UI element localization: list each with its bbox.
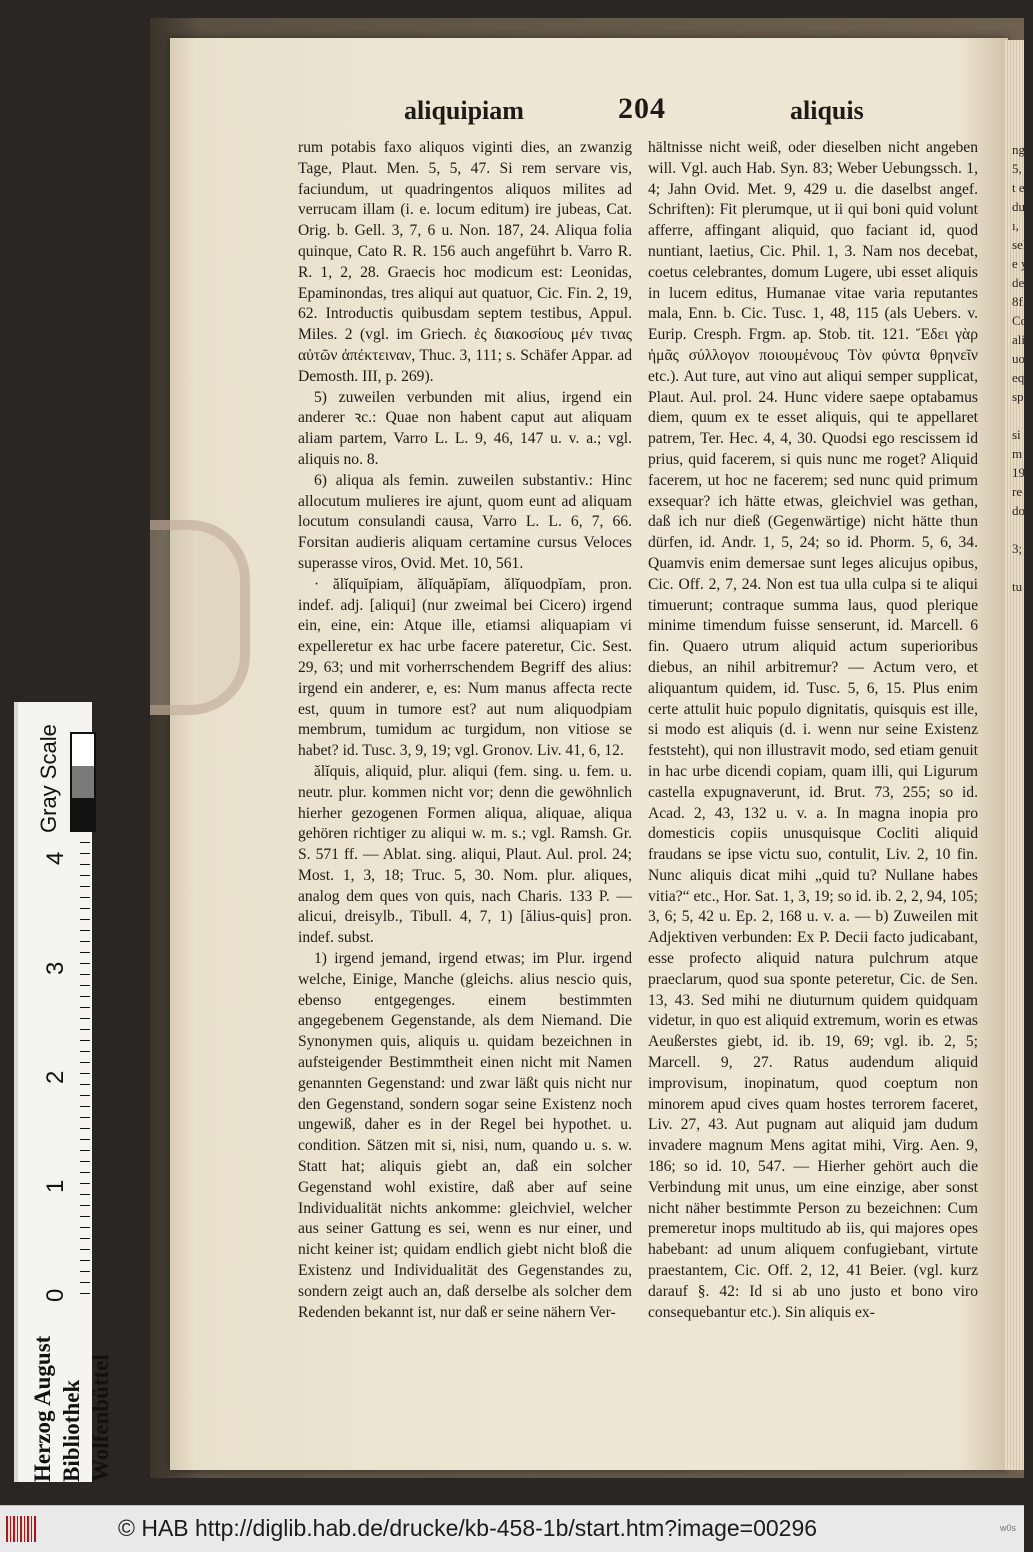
footer-corner-mark: w0s [999, 1523, 1016, 1533]
right-paragraph: hältnisse nicht weiß, oder dieselben nicht angeben will. Vgl. auch Hab. Syn. 83; Weber Uebungssch. 1, 4; Jahn Ovid. Met. 9, 429 u. die daselbst angef. Schriften): Fit plerumque, ut ii qui boni quid volunt afferre, affingant aliquid, quo faciant id, quod nuntiant, laetius, Cic. Phil. 1, 3. Nam nos decebat, coetus celebrantes, domum Lugere, ubi esset aliquis in lucem editus, Humanae vitae varia reputantes mala, Enn. b. Cic. Tusc. 1, 48, 115 (als Uebers. v. Eurip. Cresph. Frgm. ap. Stob. tit. 121. Ἔδει γὰρ ἡμᾶς σύλλογον ποιουμένους Τὸν φύντα θρηνεῖν etc.). Aut ture, aut vino aut aliqui semper supplicat, Plaut. Aul. prol. 24. Hunc videre saepe optabamus diem, quum ex te esset aliquis, qui te appellaret patrem, Ter. Hec. 4, 4, 30. Quodsi ego rescissem id prius, quid facerem, si quis nunc me roget? Aliquid facerem, ut hoc ne facerem; sed nunc quid primum exsequar? ich hätte etwas, gleichviel was gethan, daß ich nur dieß (Gegenwärtige) nicht hätte thun dürfen, id. Andr. 1, 5, 24; so id. Phorm. 5, 6, 34. Quamvis enim demersae sunt leges alicujus opibus, Cic. Off. 2, 7, 24. Non est tua ulla culpa si te aliqui timuerunt; contraque summa laus, quod plerique minime timendum fuisse senserunt, id. Marcell. 6 fin. Quaero utrum aliquid actum superioribus diebus, an nihil arbitremur? — Actum vero, et aliquantum quidem, id. Tusc. 5, 6, 15. Plus enim certe attulit huic populo dignitatis, quisquis est ille, si modo est aliquis (d. i. wenn nur seine Existenz feststeht), qui non illustravit modo, sed etiam genuit in hac urbe dicendi copiam, quam illi, qui Ligurum castella expugnaverunt, id. Brut. 73, 255; so id. Acad. 2, 43, 132 u. v. a. In magna inopia pro domesticis copiis unusquisque Cocliti aliquid fraudans se ipse victu suo, contulit, Liv. 2, 10 fin. Nunc aliquis dicat mihi „quid tu? Nullane habes vitia?“ etc., Hor. Sat. 1, 3, 19; so id. ib. 2, 2, 94, 105; 3, 6; 5, 42 u. Ep. 2, 168 u. v. a. — b) Zuweilen mit Adjektiven verbunden: Ex P. Decii facto judicabant, esse profecto aliquid natura pulchrum atque praeclarum, quod sua sponte peteretur, Cic. de Sen. 13, 43. Sed mihi ne diuturnum quidem quidquam videtur, in quo est aliquid extremum, worin es etwas Aeußerstes giebt, id. ib. 19, 69; vgl. ib. 2, 5; Marcell. 9, 27. Ratus audendum aliquid improvisum, inopinatum, quod coeptum non minorem apud cives quam hostes terrorem faceret, Liv. 27, 43. Aut pugnam aut aliquid jam dudum invadere magnum Mens agitat mihi, Virg. Aen. 9, 186; so id. 10, 547. — Hierher gehört auch die Verbindung mit unus, um eine einzige, aber sonst nicht näher bestimmte Person zu bezeichnen: Cum premeretur inops multitudo ab iis, qui majores opes habebant: ad unum aliquem confugiebant, virtute praestantem, Cic. Off. 2, 12, 41 Beier. (vgl. kurz darauf §. 42: Id si ab uno justo et bono viro consequebantur etc.). Sin aliquis ex- [648, 139, 978, 1321]
hab-logo-icon [6, 1516, 36, 1542]
entry-aliquis: ălĭquis, aliquid, plur. aliqui (fem. sing. u. fem. u. neutr. plur. kommen nicht vor; denn die gewöhnlich hierher gezogenen Formen aliqua, aliquae, aliqua gehören richtiger zu aliqui w. m. s.; vgl. Ramsh. Gr. S. 571 ff. — Ablat. sing. aliqui, Plaut. Aul. prol. 24; Most. 1, 3, 18; Truc. 5, 30. Nom. plur. aliques, analog dem ques von quis, nach Charis. 133 P. — alicui, dreisylb., Tibull. 4, 7, 1) [ălius-quis] pron. indef. subst. [298, 762, 632, 947]
institution-line: Wolfenbüttel [88, 1354, 113, 1482]
running-head [170, 92, 1008, 132]
left-paragraph: 5) zuweilen verbunden mit alius, irgend ein anderer ꝛc.: Quae non habent caput aut aliquam aliam partem, Varro L. L. 9, 46, 147 u. v. a.; vgl. aliquis no. 8. [298, 388, 632, 468]
ruler-number: 2 [42, 1070, 69, 1084]
ruler-number: 4 [42, 852, 69, 866]
gray-scale-card [14, 702, 113, 1482]
institution-name [28, 1307, 113, 1482]
left-paragraph: rum potabis faxo aliquos viginti dies, an zwanzig Tage, Plaut. Men. 5, 5, 47. Si rem servare vis, faciundum, ut quadringentos aliquos milites ad verrucam illam (i. e. locum editum) ire jubeas, Cat. Orig. b. Gell. 3, 7, 6 u. Non. 187, 24. Aliqua folia quinque, Cato R. R. 156 auch angeführt b. Varro R. R. 1, 2, 28. Graecis hoc modicum est: Leonidas, Epaminondas, tres aliqui aut quatuor, Cic. Fin. 2, 19, 62. Introductis quibusdam septem testibus, Appul. Miles. 2 (vgl. im Griech. ἐς διακοσίους μέν τινας αὐτῶν ἀπέκτειναν, Thuc. 3, 111; s. Schäfer Appar. ad Demosth. III, p. 269). [298, 139, 632, 385]
ruler-number: 0 [42, 1288, 69, 1302]
left-paragraph: 6) aliqua als femin. zuweilen substantiv.: Hinc allocutum mulieres ire ajunt, quom eunt ad aliquam locutum consulandi causa, Varro L. L. 6, 7, 66. Forsitan audieris aliquam certamine cursus Veloces superasse viros, Ovid. Met. 10, 561. [298, 471, 632, 572]
running-head-left-word: aliquipiam [404, 96, 524, 125]
entry-aliquipiam: · ălĭquĭpiam, ălĭquăpĭam, ălĭquodpĭam, pron. indef. adj. [aliqui] (nur zweimal bei Cicero) irgend ein, eine, ein: Atque ille, etiamsi aliquapiam vi expelleretur ex hac urbe facere pateretur, Cic. Sest. 29, 63; und mit vorherrschendem Begriff des alius: irgend ein anderer, e, es: Num manus affecta recte est, quum in tumore est? aut num aliquodpiam membrum, tumidum ac turgidum, non vitiose se habet? id. Tusc. 3, 9, 19; vgl. Gronov. Liv. 41, 6, 12. [298, 575, 632, 760]
next-page-edge-text: ng. 5, t e du ı, sel e y de 8f. Coe alig uo equ sp si m 19 re do 3; tu [1012, 142, 1033, 594]
white-swatch [72, 734, 94, 766]
institution-line: Herzog August Bibliothek [30, 1335, 84, 1482]
page-number: 204 [618, 92, 666, 125]
ruler-numbers [42, 852, 82, 1302]
gray-scale-label: Gray Scale [36, 724, 61, 834]
gray-swatches [70, 732, 96, 832]
footer-url[interactable]: © HAB http://diglib.hab.de/drucke/kb-458-1b/start.htm?image=00296 [118, 1515, 818, 1541]
ruler-ticks [80, 842, 90, 1302]
right-column [648, 138, 978, 1323]
page-clip [150, 520, 250, 715]
ruler-number: 1 [42, 1179, 69, 1193]
gray-scale-strip [22, 702, 88, 1302]
left-paragraph: 1) irgend jemand, irgend etwas; im Plur. irgend welche, Einige, Manche (gleichs. alius nescio quis, ebenso entgegenges. einem bestimmten angegebenem Gegenstande, als dem Niemand. Die Synonymen quis, aliquis u. quidam bezeichnen in aufsteigender Bestimmtheit einen nicht mit Namen genannten Gegenstand: und zwar läßt quis nicht nur den Gegenstand, sondern sogar seine Existenz noch ungewiß, daher es in der Regel bei hypothet. u. condition. Sätzen mit si, nisi, num, quando u. s. w. Statt hat; aliquis giebt an, daß ein solcher Gegenstand wohl existire, daß aber auf seine Individualität nichts ankomme: gleichviel, welcher aus seiner Gattung es sei, wenn es nur einer, und nicht keiner ist; quidam endlich giebt nicht bloß die Existenz und Individualität des Gegenstandes zu, sondern zeigt auch an, daß derselbe als solcher dem Redenden bekannt ist, nur daß er seine nähern Ver- [298, 950, 632, 1321]
running-head-right-word: aliquis [790, 96, 864, 125]
footer-bar [0, 1505, 1024, 1552]
gray-swatch [72, 766, 94, 798]
left-column [298, 138, 632, 1323]
black-swatch [72, 798, 94, 830]
ruler-number: 3 [42, 961, 69, 975]
